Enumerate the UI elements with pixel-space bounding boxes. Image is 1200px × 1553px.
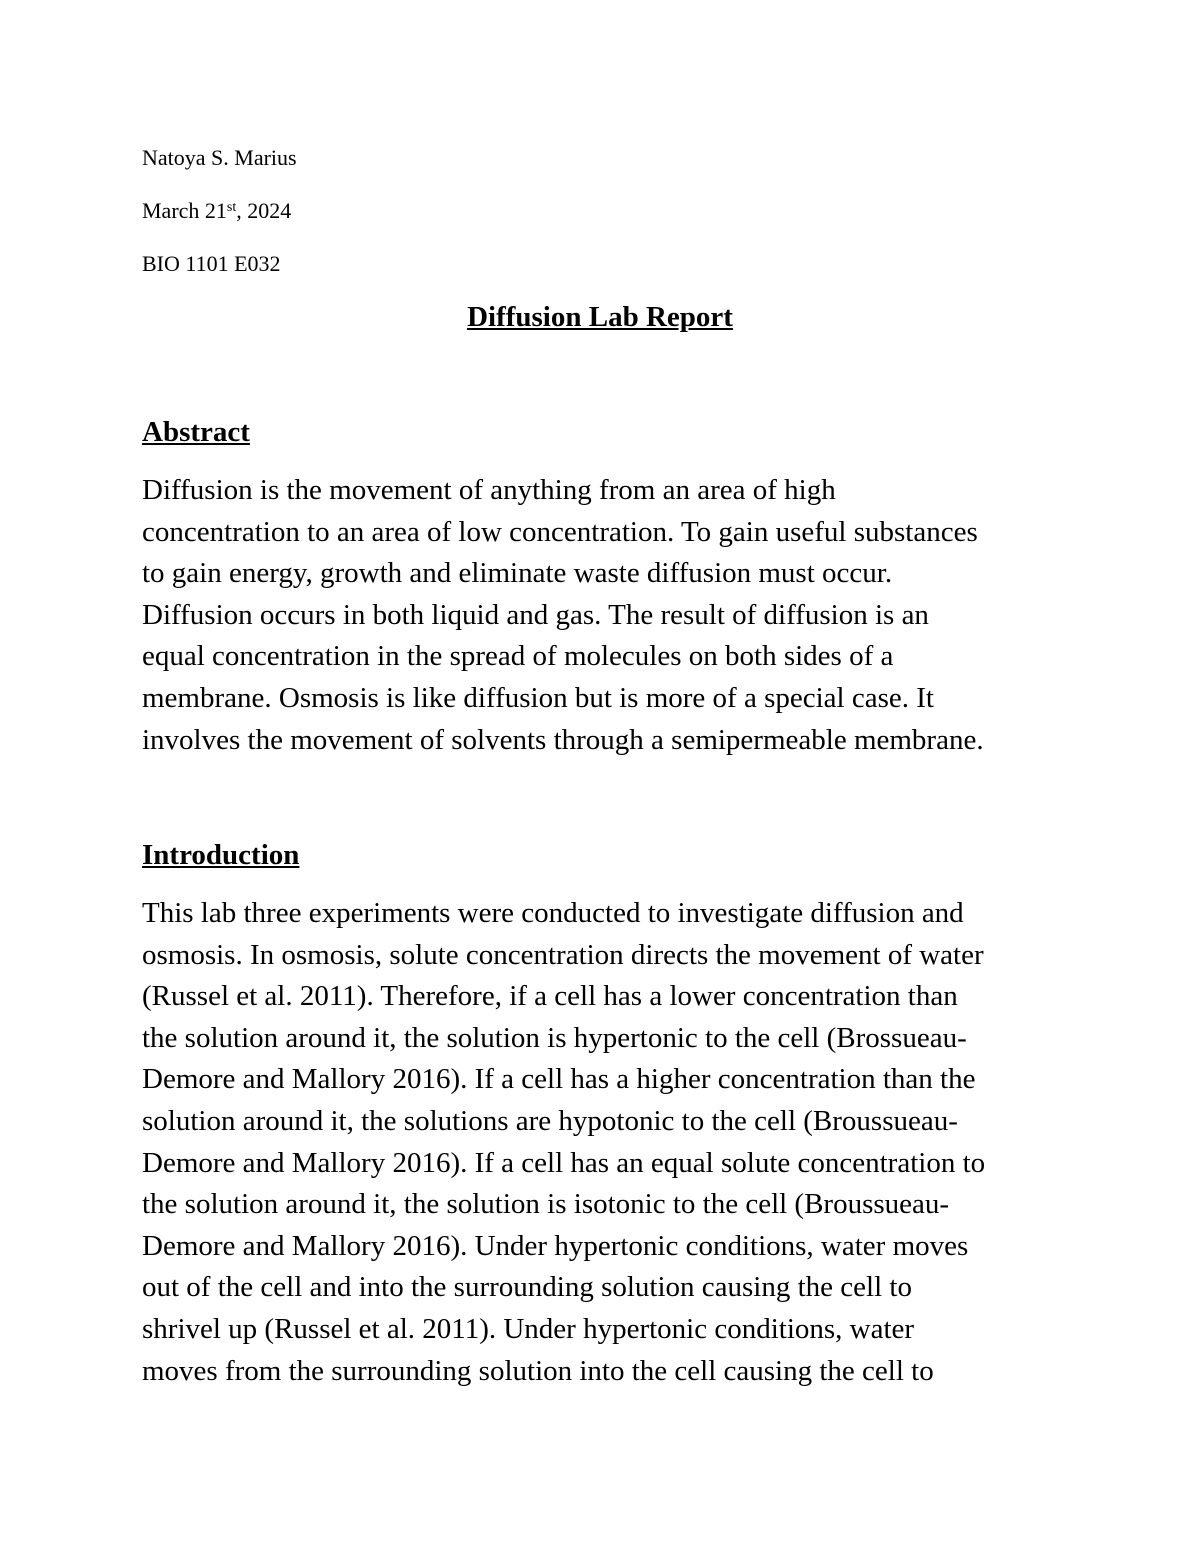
- introduction-line: Demore and Mallory 2016). If a cell has an equal solute concentration to: [142, 1146, 986, 1179]
- introduction-line: This lab three experiments were conducted to investigate diffusion and: [142, 897, 964, 929]
- abstract-line: involves the movement of solvents through a semipermeable membrane.: [142, 723, 984, 756]
- abstract-line: concentration to an area of low concentration. To gain useful substances: [142, 515, 978, 548]
- abstract-line: membrane. Osmosis is like diffusion but is more of a special case. It: [142, 681, 934, 714]
- introduction-heading: Introduction: [142, 839, 300, 871]
- abstract-line: Diffusion is the movement of anything from an area of high: [142, 474, 836, 506]
- abstract-body: [142, 470, 1102, 761]
- date-ordinal: st: [226, 200, 237, 215]
- introduction-line: the solution around it, the solution is hypertonic to the cell (Brossueau-: [142, 1021, 967, 1054]
- introduction-line: osmosis. In osmosis, solute concentration directs the movement of water: [142, 938, 984, 971]
- date-month-day: March 21: [142, 198, 227, 223]
- abstract-heading: Abstract: [142, 416, 250, 448]
- date-year: , 2024: [236, 198, 292, 223]
- introduction-line: solution around it, the solutions are hypotonic to the cell (Broussueau-: [142, 1104, 958, 1137]
- introduction-line: Demore and Mallory 2016). If a cell has a higher concentration than the: [142, 1063, 976, 1096]
- introduction-line: shrivel up (Russel et al. 2011). Under hypertonic conditions, water: [142, 1312, 915, 1345]
- abstract-line: equal concentration in the spread of molecules on both sides of a: [142, 640, 894, 673]
- introduction-body: [142, 893, 1102, 1392]
- author-name: Natoya S. Marius: [142, 145, 297, 170]
- introduction-line: out of the cell and into the surrounding solution causing the cell to: [142, 1271, 912, 1304]
- introduction-line: the solution around it, the solution is isotonic to the cell (Broussueau-: [142, 1188, 950, 1221]
- course-code: BIO 1101 E032: [142, 251, 281, 276]
- report-date: [142, 198, 291, 224]
- introduction-line: moves from the surrounding solution into the cell causing the cell to: [142, 1354, 934, 1387]
- introduction-line: Demore and Mallory 2016). Under hypertonic conditions, water moves: [142, 1229, 969, 1262]
- abstract-line: Diffusion occurs in both liquid and gas. The result of diffusion is an: [142, 598, 929, 631]
- document-title: Diffusion Lab Report: [467, 301, 733, 333]
- abstract-line: to gain energy, growth and eliminate waste diffusion must occur.: [142, 557, 893, 590]
- introduction-line: (Russel et al. 2011). Therefore, if a cell has a lower concentration than: [142, 980, 958, 1013]
